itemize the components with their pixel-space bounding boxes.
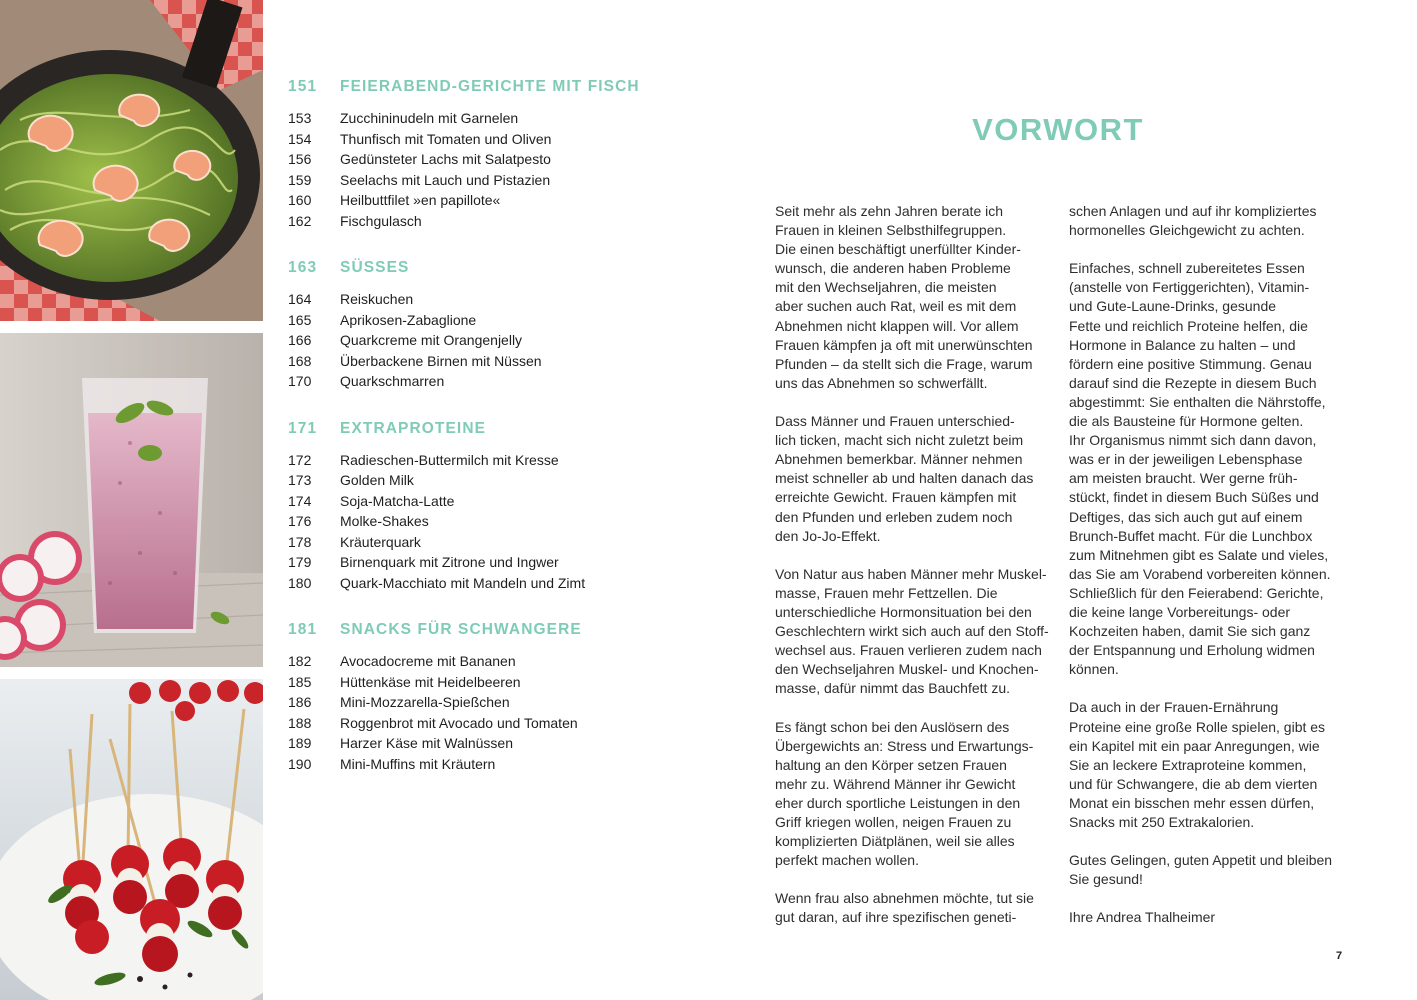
foreword-line: fördern eine positive Stimmung. Genau: [1069, 355, 1312, 372]
toc-section-title: FEIERABEND-GERICHTE MIT FISCH: [340, 78, 640, 95]
foreword-line: masse, Frauen mehr Fettzellen. Die: [775, 584, 998, 601]
foreword-line: Die einen beschäftigt unerfüllter Kinder-: [775, 241, 1021, 258]
toc-entry-page: 179: [288, 554, 312, 570]
foreword-line: Da auch in der Frauen-Ernährung: [1069, 699, 1279, 716]
foreword-paragraph: [1069, 908, 1351, 927]
toc-entry-title: Roggenbrot mit Avocado und Tomaten: [340, 714, 578, 731]
foreword-line: wunsch, die anderen haben Probleme: [775, 260, 1011, 277]
toc-entry-title: Fischgulasch: [340, 212, 422, 229]
page-number: 7: [1336, 950, 1343, 962]
foreword-line: Es fängt schon bei den Auslösern des: [775, 718, 1010, 735]
toc-entry-title: Heilbuttfilet »en papillote«: [340, 192, 501, 208]
foreword-paragraph: [1069, 851, 1351, 889]
toc-entry[interactable]: [288, 353, 668, 374]
foreword-line: Abnehmen bemerkbar. Männer nehmen: [775, 451, 1023, 468]
toc-entry-title: Reiskuchen: [340, 291, 414, 307]
toc-entry-title: Quarkschmarren: [340, 373, 445, 389]
foreword-line: meist schneller ab und halten danach das: [775, 470, 1034, 487]
foreword-paragraph: [1069, 259, 1351, 679]
foreword-paragraph: [775, 565, 1057, 699]
toc-entry[interactable]: [288, 312, 668, 333]
foreword-line: können.: [1069, 661, 1119, 678]
toc-entry-page: 190: [288, 755, 312, 772]
toc-entry[interactable]: [288, 213, 668, 234]
toc-entry-page: 153: [288, 110, 312, 126]
toc-entry-title: Zucchininudeln mit Garnelen: [340, 110, 519, 126]
toc-entry-page: 176: [288, 513, 312, 529]
toc-entry[interactable]: [288, 513, 668, 534]
foreword-line: den Jo-Jo-Effekt.: [775, 527, 881, 544]
toc-section-number: 163: [288, 259, 318, 276]
toc-section-title: EXTRAPROTEINE: [340, 419, 487, 437]
foreword-paragraph: [775, 889, 1057, 927]
foreword-line: erreichte Gewicht. Frauen kämpfen mit: [775, 489, 1017, 506]
foreword-line: das Sie am Vorabend vorbereiten können.: [1069, 565, 1331, 582]
toc-entry-page: 156: [288, 151, 312, 167]
toc-entry[interactable]: [288, 452, 668, 473]
foreword-line: Ihre Andrea Thalheimer: [1069, 909, 1216, 926]
foreword-line: was er in der jeweiligen Lebensphase: [1069, 451, 1303, 468]
foreword-line: schen Anlagen und auf ihr kompliziertes: [1069, 203, 1317, 219]
foreword-line: Frauen in kleinen Selbsthilfegruppen.: [775, 222, 1007, 239]
toc-entry-title: Überbackene Birnen mit Nüssen: [340, 352, 542, 369]
foreword-line: den Pfunden und erleben zudem noch: [775, 508, 1013, 525]
toc-section-heading[interactable]: [288, 78, 668, 102]
foreword-line: (anstelle von Fertiggerichten), Vitamin-: [1069, 279, 1310, 296]
foreword-line: lich ticken, macht sich nicht zuletzt beim: [775, 432, 1024, 449]
foreword-line: Ihr Organismus nimmt sich dann davon,: [1069, 432, 1317, 449]
toc-section-number: 171: [288, 419, 318, 437]
foreword-line: komplizierten Diätplänen, weil sie alles: [775, 833, 1015, 850]
toc-entry[interactable]: [288, 653, 668, 674]
toc-entry-title: Quarkcreme mit Orangenjelly: [340, 332, 523, 348]
foreword-line: Griff kriegen wollen, neigen Frauen zu: [775, 814, 1012, 830]
foreword-paragraph: [775, 202, 1057, 393]
toc-entry-page: 168: [288, 352, 312, 369]
toc-entry-page: 170: [288, 373, 312, 389]
foreword-line: zum Mitnehmen gibt es Salate und vieles,: [1069, 546, 1329, 563]
toc-section-title: SNACKS FÜR SCHWANGERE: [340, 621, 582, 638]
foreword-line: Abnehmen nicht klappen will. Vor allem: [775, 317, 1019, 334]
toc-entry[interactable]: [288, 534, 668, 555]
foreword-line: Proteine eine große Rolle spielen, gibt es: [1069, 718, 1326, 735]
toc-entry[interactable]: [288, 151, 668, 172]
toc-entry-title: Birnenquark mit Zitrone und Ingwer: [340, 554, 559, 570]
foreword-line: mehr zu. Während Männer ihr Gewicht: [775, 775, 1016, 792]
foreword-line: mit den Wechseljahren, die meisten: [775, 279, 997, 296]
foreword-line: die keine lange Vorbereitungs- oder: [1069, 603, 1291, 620]
toc-entry-title: Harzer Käse mit Walnüssen: [340, 735, 513, 751]
foreword-line: Hormone in Balance zu halten – und: [1069, 336, 1296, 353]
toc-entry-title: Mini-Muffins mit Kräutern: [340, 755, 496, 772]
toc-entry-title: Mini-Mozzarella-Spießchen: [340, 694, 510, 710]
toc-entry-page: 162: [288, 212, 312, 229]
foreword-paragraph: [1069, 202, 1351, 240]
toc-entry[interactable]: [288, 493, 668, 514]
foreword-line: Pfunden – da stellt sich die Frage, warum: [775, 355, 1033, 372]
foreword-line: Monat ein bisschen mehr essen dürfen,: [1069, 794, 1315, 811]
foreword-right-column: [1069, 202, 1351, 928]
foreword-line: eher durch sportliche Leistungen in den: [775, 794, 1021, 811]
toc-entry-title: Molke-Shakes: [340, 513, 429, 529]
foreword-line: Sie an leckere Extraproteine kommen,: [1069, 756, 1307, 773]
toc-section: [288, 621, 668, 776]
foreword-line: den Wechseljahren Muskel- und Knochen-: [775, 661, 1039, 678]
foreword-line: Einfaches, schnell zubereitetes Essen: [1069, 260, 1305, 277]
toc-entry-page: 189: [288, 735, 312, 751]
foreword-line: ein Kapitel mit ein paar Anregungen, wie: [1069, 737, 1320, 754]
shrimp-zucchini-pan-photo: [0, 0, 263, 321]
toc-entry[interactable]: [288, 373, 668, 394]
foreword-line: die als Bausteine für Hormone gelten.: [1069, 413, 1304, 430]
toc-section: [288, 259, 668, 394]
photo-strip: [0, 0, 263, 1000]
toc-entry-page: 160: [288, 192, 312, 208]
table-of-contents: [288, 78, 668, 802]
toc-entry-title: Golden Milk: [340, 472, 414, 488]
toc-entry[interactable]: [288, 735, 668, 756]
foreword-line: Sie gesund!: [1069, 871, 1143, 888]
toc-entry-page: 173: [288, 472, 312, 488]
foreword-line: Brunch-Buffet macht. Für die Lunchbox: [1069, 527, 1313, 544]
toc-entry[interactable]: [288, 110, 668, 131]
foreword-line: Kochzeiten haben, damit Sie sich ganz: [1069, 623, 1311, 640]
foreword-line: perfekt machen wollen.: [775, 852, 919, 869]
foreword-paragraph: [775, 718, 1057, 871]
foreword-title: VORWORT: [972, 112, 1144, 147]
toc-entry-title: Kräuterquark: [340, 533, 421, 550]
toc-entry-page: 178: [288, 533, 312, 550]
toc-section: [288, 78, 668, 233]
foreword-line: Fette und reichlich Proteine helfen, die: [1069, 317, 1308, 334]
foreword-line: stückt, findet in diesem Buch Süßes und: [1069, 489, 1319, 506]
foreword-line: Dass Männer und Frauen unterschied-: [775, 413, 1015, 430]
foreword-line: Snacks mit 250 Extrakalorien.: [1069, 814, 1255, 830]
foreword-line: Wenn frau also abnehmen möchte, tut sie: [775, 890, 1034, 907]
foreword-line: Deftiges, das sich auch gut auf einem: [1069, 508, 1303, 525]
foreword-line: Von Natur aus haben Männer mehr Muskel-: [775, 565, 1047, 582]
toc-entry[interactable]: [288, 694, 668, 715]
foreword-paragraph: [1069, 698, 1351, 832]
toc-entry-title: Seelachs mit Lauch und Pistazien: [340, 171, 551, 188]
foreword-line: und für Schwangere, die ab dem vierten: [1069, 775, 1318, 792]
toc-entry-title: Aprikosen-Zabaglione: [340, 311, 477, 328]
toc-entry-title: Avocadocreme mit Bananen: [340, 653, 516, 669]
toc-section-heading[interactable]: [288, 621, 668, 645]
toc-entry[interactable]: [288, 131, 668, 152]
toc-entry[interactable]: [288, 172, 668, 193]
toc-entry[interactable]: [288, 192, 668, 213]
toc-section-number: 151: [288, 78, 318, 95]
toc-entry-page: 180: [288, 574, 312, 591]
toc-entry-page: 166: [288, 332, 312, 348]
foreword-line: darauf sind die Rezepte in diesem Buch: [1069, 374, 1317, 391]
toc-entry-title: Hüttenkäse mit Heidelbeeren: [340, 673, 521, 690]
foreword-line: uns das Abnehmen so schwerfällt.: [775, 374, 988, 391]
toc-entry-page: 182: [288, 653, 312, 669]
foreword-line: gut daran, auf ihre spezifischen geneti-: [775, 909, 1017, 926]
toc-entry-page: 164: [288, 291, 312, 307]
toc-entry-page: 186: [288, 694, 312, 710]
toc-entry-page: 174: [288, 492, 312, 509]
toc-entry-page: 185: [288, 673, 312, 690]
toc-entry[interactable]: [288, 332, 668, 353]
toc-entry-title: Quark-Macchiato mit Mandeln und Zimt: [340, 574, 586, 591]
tomato-mozzarella-skewers-photo: [0, 679, 263, 1000]
foreword-line: wechsel aus. Frauen verlieren zudem nach: [775, 642, 1042, 659]
toc-entry[interactable]: [288, 575, 668, 596]
toc-entry-page: 165: [288, 311, 312, 328]
foreword-line: Schließlich für den Feierabend: Gerichte,: [1069, 584, 1324, 601]
foreword-line: Übergewichts an: Stress und Erwartungs-: [775, 737, 1034, 754]
toc-entry-title: Thunfisch mit Tomaten und Oliven: [340, 130, 552, 147]
toc-entry[interactable]: [288, 674, 668, 695]
toc-entry-page: 159: [288, 171, 312, 188]
foreword-paragraph: [775, 412, 1057, 546]
toc-entry[interactable]: [288, 291, 668, 312]
foreword-line: und Gute-Laune-Drinks, gesunde: [1069, 298, 1277, 315]
foreword-line: am meisten braucht. Wer gerne früh-: [1069, 470, 1298, 487]
foreword-line: hormonelles Gleichgewicht zu achten.: [1069, 222, 1305, 239]
toc-section: [288, 420, 668, 596]
foreword-line: abgestimmt: Sie enthalten die Nährstoffe,: [1069, 393, 1326, 410]
toc-entry[interactable]: [288, 472, 668, 493]
toc-entry-page: 188: [288, 714, 312, 731]
toc-entry[interactable]: [288, 554, 668, 575]
foreword-line: masse, dafür nimmt das Bauchfett zu.: [775, 680, 1010, 697]
toc-section-number: 181: [288, 621, 318, 638]
foreword-line: der Entspannung und Erholung widmen: [1069, 642, 1315, 659]
foreword-line: Frauen kämpfen ja oft mit unerwünschten: [775, 336, 1033, 353]
toc-entry-page: 154: [288, 130, 312, 147]
toc-entry-title: Radieschen-Buttermilch mit Kresse: [340, 451, 559, 468]
foreword-line: Seit mehr als zehn Jahren berate ich: [775, 203, 1004, 219]
foreword-line: haltung an den Körper setzen Frauen: [775, 756, 1007, 773]
toc-section-heading[interactable]: [288, 420, 668, 444]
toc-entry[interactable]: [288, 756, 668, 777]
toc-entry-title: Soja-Matcha-Latte: [340, 492, 455, 509]
foreword-line: Gutes Gelingen, guten Appetit und bleiben: [1069, 852, 1333, 869]
toc-entry-title: Gedünsteter Lachs mit Salatpesto: [340, 151, 551, 167]
toc-section-title: SÜSSES: [340, 259, 410, 276]
toc-entry-page: 172: [288, 451, 312, 468]
foreword-line: Geschlechtern wirkt sich auch auf den Stoff-: [775, 623, 1049, 640]
toc-entry[interactable]: [288, 715, 668, 736]
foreword-line: aber suchen auch Rat, weil es mit dem: [775, 298, 1017, 315]
toc-section-heading[interactable]: [288, 259, 668, 283]
foreword-left-column: [775, 202, 1057, 928]
berry-smoothie-glass-photo: [0, 333, 263, 667]
foreword-line: unterschiedliche Hormonsituation bei den: [775, 603, 1032, 620]
